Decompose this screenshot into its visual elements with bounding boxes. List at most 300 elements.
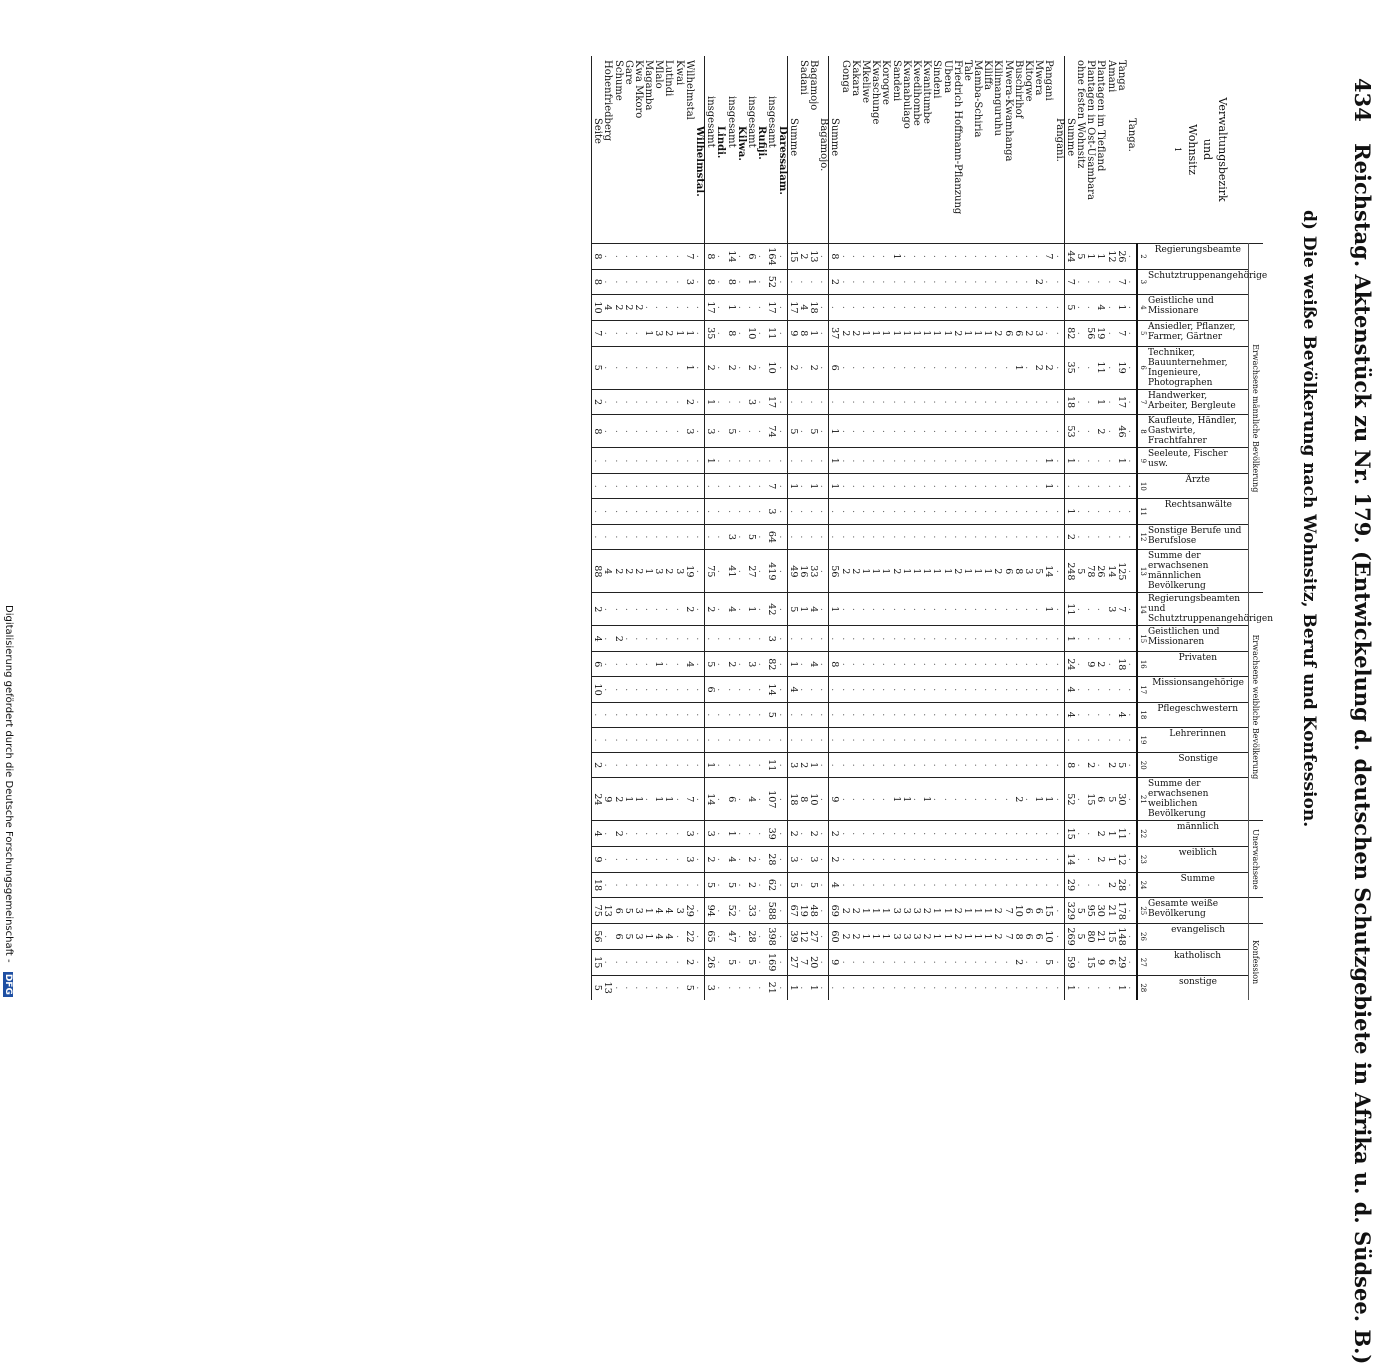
table-cell: 15 [1064, 821, 1075, 847]
row-label: Pangani. [1053, 118, 1065, 162]
table-cell: . [911, 346, 921, 389]
table-cell: . [1105, 320, 1115, 346]
table-cell: 9 [592, 847, 603, 873]
table-cell: 3 [633, 898, 643, 924]
table-cell: 19 [798, 898, 808, 924]
table-cell: . [1075, 269, 1085, 294]
column-header [1148, 415, 1249, 448]
table-cell: 6 [592, 652, 603, 677]
table-cell: . [840, 524, 850, 550]
table-cell: . [840, 269, 850, 294]
table-cell: . [1105, 474, 1115, 499]
table-cell: 7 [798, 949, 808, 975]
table-cell: . [962, 448, 972, 474]
table-cell: . [891, 753, 901, 778]
table-cell: . [633, 727, 643, 752]
table-cell: . [952, 975, 962, 1000]
table-cell: . [694, 346, 705, 389]
table-cell: 5 [1075, 244, 1085, 270]
table-cell: . [982, 847, 992, 873]
table-cell: . [921, 415, 931, 448]
table-cell: . [992, 474, 1002, 499]
table-cell: . [756, 727, 766, 752]
table-cell: 1 [705, 448, 716, 474]
table-cell: . [663, 652, 673, 677]
column-header-text: Schutztruppenangehörige [1148, 270, 1268, 281]
table-cell: . [633, 753, 643, 778]
table-cell: . [972, 474, 982, 499]
table-cell: . [1126, 872, 1137, 898]
table-cell: . [818, 702, 829, 727]
table-cell: . [633, 677, 643, 702]
table-cell: . [746, 448, 756, 474]
table-cell: 4 [653, 898, 663, 924]
row-label: Lutindi [663, 60, 675, 97]
table-cell: 14 [1105, 550, 1115, 593]
table-cell: . [1095, 269, 1105, 294]
table-cell: . [612, 448, 622, 474]
table-cell: . [684, 499, 694, 524]
table-cell: . [798, 474, 808, 499]
table-cell: 9 [602, 778, 612, 821]
row-label: Tale [961, 60, 973, 81]
table-cell: 1 [829, 448, 840, 474]
table-cell: 1 [808, 975, 818, 1000]
table-cell: . [931, 949, 941, 975]
table-cell: . [1033, 652, 1043, 677]
table-cell: . [776, 320, 787, 346]
table-cell: . [911, 499, 921, 524]
table-cell: . [1075, 626, 1085, 652]
table-cell: . [1095, 593, 1105, 626]
table-cell: . [1013, 474, 1023, 499]
table-cell: 1 [860, 550, 870, 593]
table-cell: . [653, 753, 663, 778]
table-cell: . [911, 778, 921, 821]
table-cell: . [715, 550, 725, 593]
table-cell: . [736, 524, 746, 550]
table-cell: 3 [1105, 593, 1115, 626]
table-cell: . [602, 593, 612, 626]
table-cell: 148 [1116, 924, 1126, 950]
table-cell: 1 [653, 778, 663, 821]
table-cell: . [880, 702, 890, 727]
table-cell: . [972, 295, 982, 321]
table-cell: 2 [592, 389, 603, 415]
table-cell: . [736, 269, 746, 294]
table-cell: . [1054, 847, 1065, 873]
table-cell: . [901, 975, 911, 1000]
table-cell: . [972, 753, 982, 778]
table-cell: . [840, 727, 850, 752]
table-cell: 2 [1105, 872, 1115, 898]
table-cell: . [901, 949, 911, 975]
table-cell: . [643, 415, 653, 448]
table-cell: 15 [1085, 778, 1095, 821]
table-cell: . [694, 269, 705, 294]
table-cell: . [694, 550, 705, 593]
table-cell: 2 [623, 295, 633, 321]
table-cell: . [880, 949, 890, 975]
table-cell: . [736, 295, 746, 321]
table-cell: . [715, 975, 725, 1000]
table-cell: 62 [766, 872, 776, 898]
table-cell: . [911, 626, 921, 652]
table-cell: . [972, 448, 982, 474]
table-cell: . [1054, 448, 1065, 474]
table-cell: 8 [798, 320, 808, 346]
table-cell: 1 [787, 474, 798, 499]
table-cell: 11 [1116, 821, 1126, 847]
table-cell: 28 [766, 847, 776, 873]
table-cell: 11 [766, 320, 776, 346]
table-cell: . [911, 821, 921, 847]
table-cell: . [776, 448, 787, 474]
table-cell: . [818, 898, 829, 924]
table-cell: 6 [1013, 320, 1023, 346]
table-cell: 9 [1085, 652, 1095, 677]
table-cell: . [911, 652, 921, 677]
column-header-text: sonstige [1178, 976, 1218, 987]
column-group-label: Unerwachsene [1249, 821, 1264, 898]
table-cell: . [756, 389, 766, 415]
table-cell: . [1013, 975, 1023, 1000]
table-cell: . [982, 652, 992, 677]
table-cell: . [756, 753, 766, 778]
table-cell: . [1033, 677, 1043, 702]
table-row [941, 56, 951, 1000]
table-cell: 11 [1064, 593, 1075, 626]
row-label: Bagamojo. [818, 118, 830, 172]
digitization-note [3, 605, 14, 997]
table-cell: . [633, 626, 643, 652]
table-cell: . [1126, 389, 1137, 415]
table-cell: . [921, 753, 931, 778]
table-cell: . [1023, 474, 1033, 499]
table-cell: 29 [684, 898, 694, 924]
table-cell: . [860, 872, 870, 898]
table-cell: 1 [623, 778, 633, 821]
table-cell: 8 [1064, 753, 1075, 778]
table-cell: . [1054, 524, 1065, 550]
table-row [911, 56, 921, 1000]
table-cell: 7 [1116, 320, 1126, 346]
table-cell: . [992, 847, 1002, 873]
table-cell: . [818, 524, 829, 550]
table-cell: . [776, 593, 787, 626]
table-cell: 1 [798, 593, 808, 626]
table-cell: . [1033, 872, 1043, 898]
table-cell: . [1095, 626, 1105, 652]
table-cell: 1 [829, 474, 840, 499]
column-number: 11 [1137, 499, 1148, 524]
table-cell: . [726, 499, 736, 524]
table-cell: 2 [808, 346, 818, 389]
table-cell: . [643, 295, 653, 321]
table-cell: . [952, 269, 962, 294]
table-cell: . [1105, 415, 1115, 448]
table-cell: 41 [726, 550, 736, 593]
table-cell: . [1033, 753, 1043, 778]
table-cell: 7 [1116, 269, 1126, 294]
table-cell: 1 [982, 320, 992, 346]
table-cell: . [931, 499, 941, 524]
table-cell: . [1075, 499, 1085, 524]
table-cell: 3 [911, 924, 921, 950]
row-label: Summe [829, 56, 840, 244]
table-row [694, 56, 705, 1000]
column-header [1148, 474, 1249, 499]
table-cell: . [736, 677, 746, 702]
table-cell: 8 [726, 269, 736, 294]
table-cell: . [653, 448, 663, 474]
table-cell: 2 [992, 898, 1002, 924]
table-cell: 26 [705, 949, 716, 975]
table-cell: . [674, 346, 684, 389]
table-cell: . [602, 244, 612, 270]
table-cell: 1 [982, 898, 992, 924]
table-cell: . [1013, 499, 1023, 524]
table-cell: . [1095, 677, 1105, 702]
table-cell: . [840, 244, 850, 270]
table-cell: . [694, 753, 705, 778]
column-header [1148, 949, 1249, 975]
table-cell: 3 [653, 550, 663, 593]
table-cell: . [850, 524, 860, 550]
table-cell: . [911, 872, 921, 898]
table-cell: . [952, 499, 962, 524]
table-cell: . [1085, 626, 1095, 652]
table-cell: . [941, 975, 951, 1000]
table-cell: . [1085, 389, 1095, 415]
table-cell: . [776, 727, 787, 752]
population-table [591, 56, 1274, 1000]
column-header-text: Lehrerinnen [1169, 728, 1227, 739]
column-number: 10 [1137, 474, 1148, 499]
table-cell: . [674, 593, 684, 626]
table-cell: 39 [766, 821, 776, 847]
table-cell: 107 [766, 778, 776, 821]
table-cell: 2 [992, 924, 1002, 950]
table-cell: . [623, 269, 633, 294]
table-row [982, 56, 992, 1000]
table-cell: 5 [787, 872, 798, 898]
table-cell: . [694, 872, 705, 898]
column-header-text: Summe [1180, 873, 1216, 884]
table-cell: . [808, 702, 818, 727]
table-cell: . [1003, 593, 1013, 626]
table-cell: 6 [829, 346, 840, 389]
table-cell: 1 [1064, 626, 1075, 652]
table-cell: . [1023, 415, 1033, 448]
table-cell: 1 [870, 924, 880, 950]
table-cell: . [1126, 702, 1137, 727]
column-header [1148, 320, 1249, 346]
table-cell: . [829, 626, 840, 652]
table-cell: 1 [962, 320, 972, 346]
table-cell: . [602, 474, 612, 499]
table-cell: . [612, 727, 622, 752]
table-cell: . [653, 295, 663, 321]
table-cell: . [860, 677, 870, 702]
table-cell: . [952, 524, 962, 550]
table-cell: 1 [674, 320, 684, 346]
table-cell: . [982, 524, 992, 550]
table-cell: 2 [705, 593, 716, 626]
table-cell: . [633, 269, 643, 294]
table-cell: 1 [901, 778, 911, 821]
table-cell: 1 [931, 924, 941, 950]
table-cell: 1 [1013, 346, 1023, 389]
table-cell: . [705, 499, 716, 524]
table-cell: . [880, 778, 890, 821]
table-cell: . [808, 448, 818, 474]
table-cell: 48 [808, 898, 818, 924]
table-cell: . [941, 753, 951, 778]
column-header [1148, 593, 1274, 626]
table-cell: . [1023, 949, 1033, 975]
row-label: Daressalam. [776, 126, 788, 195]
table-cell: . [1043, 652, 1053, 677]
table-cell: . [663, 346, 673, 389]
table-cell: . [818, 244, 829, 270]
table-cell: . [931, 474, 941, 499]
row-label: Schume [612, 60, 624, 101]
table-cell: 64 [766, 524, 776, 550]
table-row [1013, 56, 1023, 1000]
table-cell: 17 [787, 295, 798, 321]
column-header-text: Kaufleute, Händler, Gastwirte, Frachtfahrer [1148, 416, 1237, 447]
table-cell: . [941, 524, 951, 550]
table-cell: 1 [1043, 593, 1053, 626]
table-cell: . [1043, 702, 1053, 727]
table-cell: . [612, 269, 622, 294]
table-cell: 9 [787, 320, 798, 346]
table-cell: . [911, 415, 921, 448]
table-cell: 1 [972, 550, 982, 593]
table-cell: . [829, 389, 840, 415]
table-cell: . [992, 415, 1002, 448]
table-cell: 5 [726, 872, 736, 898]
table-cell: 1 [921, 320, 931, 346]
table-cell: 39 [787, 924, 798, 950]
table-cell: 1 [931, 550, 941, 593]
table-cell: . [694, 702, 705, 727]
table-cell: . [1126, 448, 1137, 474]
table-cell: . [602, 872, 612, 898]
table-cell: . [715, 269, 725, 294]
table-cell: . [1054, 949, 1065, 975]
table-cell: 2 [612, 550, 622, 593]
table-cell: . [776, 499, 787, 524]
table-cell: . [653, 975, 663, 1000]
table-cell: 14 [705, 778, 716, 821]
table-cell: 4 [808, 593, 818, 626]
table-cell: 1 [808, 474, 818, 499]
table-cell: . [931, 389, 941, 415]
stub-header-line: Wohnsitz [1186, 124, 1199, 175]
table-cell: . [726, 975, 736, 1000]
table-row [612, 56, 622, 1000]
column-header-text: Gesamte weiße Bevölkerung [1148, 899, 1219, 920]
table-cell: . [653, 847, 663, 873]
table-cell: . [972, 677, 982, 702]
table-cell: 15 [1043, 898, 1053, 924]
row-label: Mwera-Kwamhanga [1002, 60, 1014, 162]
table-cell: 5 [808, 872, 818, 898]
table-cell: 1 [1095, 389, 1105, 415]
table-cell: . [911, 244, 921, 270]
table-cell: . [592, 727, 603, 752]
table-cell: . [1085, 474, 1095, 499]
table-cell: . [653, 415, 663, 448]
table-cell: . [850, 626, 860, 652]
table-cell: . [602, 626, 612, 652]
table-cell: . [736, 898, 746, 924]
table-cell: . [1095, 702, 1105, 727]
table-cell: . [921, 295, 931, 321]
table-cell: . [891, 269, 901, 294]
table-cell: 1 [1043, 474, 1053, 499]
table-cell: . [972, 626, 982, 652]
table-cell: . [891, 727, 901, 752]
table-cell: 7 [1043, 244, 1053, 270]
table-cell: . [756, 448, 766, 474]
table-cell: 5 [705, 652, 716, 677]
table-row [746, 56, 756, 1000]
table-cell: 7 [1064, 269, 1075, 294]
table-cell: . [663, 727, 673, 752]
table-cell: . [931, 872, 941, 898]
table-cell: . [1023, 244, 1033, 270]
table-cell: . [798, 346, 808, 389]
column-header [1148, 448, 1249, 474]
table-cell: . [663, 389, 673, 415]
column-header-text: männlich [1176, 822, 1220, 833]
table-cell: . [941, 499, 951, 524]
table-cell: . [880, 415, 890, 448]
table-cell: 1 [643, 898, 653, 924]
table-cell: 3 [787, 753, 798, 778]
table-cell: 19 [1095, 320, 1105, 346]
table-cell: . [818, 727, 829, 752]
table-cell: . [715, 524, 725, 550]
table-cell: . [643, 244, 653, 270]
table-row [798, 56, 808, 1000]
table-cell: 1 [1033, 778, 1043, 821]
table-cell: . [840, 821, 850, 847]
column-group-label: Erwachsene weibliche Bevölkerung [1249, 593, 1264, 821]
table-cell: 9 [829, 949, 840, 975]
table-cell: . [643, 448, 653, 474]
table-cell: 3 [901, 898, 911, 924]
table-cell: . [982, 778, 992, 821]
table-cell: 7 [684, 778, 694, 821]
column-number: 22 [1137, 821, 1148, 847]
column-header-text: Techniker, Bauunternehmer, Ingenieure, Photographen [1148, 347, 1228, 388]
table-cell: . [663, 677, 673, 702]
table-cell: . [756, 847, 766, 873]
row-label: Kwa Mkoro [632, 60, 644, 119]
table-cell: . [602, 652, 612, 677]
table-cell: . [870, 847, 880, 873]
table-cell: 1 [921, 550, 931, 593]
table-cell: . [850, 702, 860, 727]
table-cell: 3 [726, 524, 736, 550]
table-cell: . [674, 626, 684, 652]
table-cell: 8 [592, 244, 603, 270]
table-cell: 1 [1105, 847, 1115, 873]
